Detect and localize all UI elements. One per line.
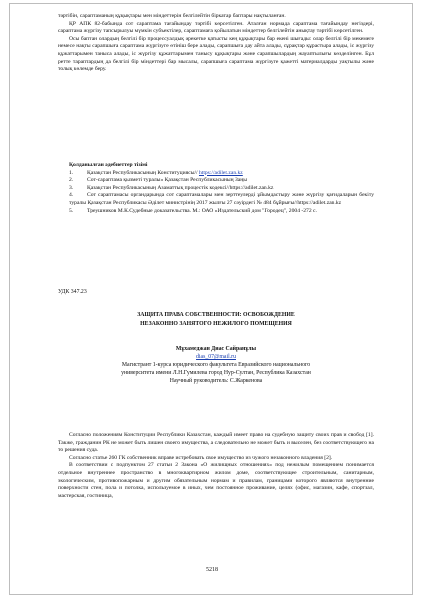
paragraph: Согласно положениям Конституции Республики Казахстан, каждый имеет право на судебную защиту своих прав и свобод [1]. Также, гражданин РК не может быть лишен своего имущества, а следовательно не может быть и выселен, без соответствующего на то решения суда. — [58, 432, 374, 454]
top-section — [58, 13, 374, 74]
reference-item — [58, 177, 374, 185]
author-email[interactable]: dias_07@mail.ru — [196, 354, 236, 360]
paragraph: Осы баптан олардың белгілі бір процессуалдық әрекетке қатысты кең құқықтары бар екені шығады: олар белгілі бір мекемеге немесе нақты сарапшыға сараптама жүргізуге өтініш бере алады, сарапшыға дау айта алады, сұрақтар құрастыра алады, іс жүргізу құжаттарымен таныса алады, іс жүргізу құжаттарымен танысу құқықтары және сарапшылардың жауаптылығы көзделінген. Бұл ретте тараптардың да белгілі бір міндеттері бар мысалы, сарапшыға сараптама жүргізуге қажетті материалдарды уақтылы және толық көлемде беру. — [58, 35, 374, 73]
references-section — [58, 162, 374, 215]
paragraph: В соответствии с подпунктом 27 статьи 2 Закона «О жилищных отношениях» под нежилым помещением понимается отдельное внутреннее пространство в многоквартирном жилом доме, соответствующее строительным, санитарным, экологическим, противопожарным и другим обязательным нормам и правилам, границами которого являются внутренние поверхности стен, пола и потолка, используемое в иных, чем постоянное проживание, целях (офис, магазин, кафе, спортзал, мастерская, гостиница, — [58, 462, 374, 499]
paragraph: Согласно статье 260 ГК собственник вправе истребовать свое имущество из чужого незаконного владения [2]. — [69, 454, 333, 461]
article-title-line: НЕЗАКОННО ЗАНЯТОГО НЕЖИЛОГО ПОМЕЩЕНИЯ — [140, 321, 292, 327]
reference-number: 2. — [69, 177, 74, 184]
references-heading: Қолданылған әдебиеттер тізімі — [69, 162, 148, 168]
paragraph: ҚР АПК 82-бабында сот сараптама тағайындау тәртібі көрсетілген. Аталған нормада сараптама тағайындау негіздері, сараптама жүргізу тапсырылуы мүмкін субъектілер, сараптамаға қойылатын міндеттер белгілейтін анықтау тәртібі көрсетілген. — [58, 20, 374, 35]
reference-link[interactable]: https://adilet.zan.kz — [198, 169, 243, 176]
reference-item — [58, 208, 374, 216]
reference-text: Сот-сараптама қызметі туралы» Қазақстан Республикасының Заңы — [87, 177, 248, 184]
reference-text: Қазақстан Республикасының Конституциясы// — [87, 169, 199, 176]
article-title-line: ЗАЩИТА ПРАВА СОБСТВЕННОСТИ: ОСВОБОЖДЕНИЕ — [137, 312, 295, 318]
author-block — [58, 345, 374, 385]
reference-number: 1. — [69, 169, 74, 176]
document-page — [9, 3, 413, 595]
reference-text: Сот сараптамасы органдарында сот сараптамалары мен зерттеулерді ұйымдастыру және жүргізу қағидаларын бекіту туралы Қазақстан Республикасы Әділет министрінің 2017 жылғы 27 сәуірдегі № 484 бұйрығы//https://adilet.zan.kz — [69, 192, 374, 206]
affiliation-line: университета имени Л.Н.Гумилева город Нур-Султан, Республика Казахстан — [121, 370, 311, 376]
reference-number: 4. — [69, 192, 74, 199]
page-number: 5218 — [206, 567, 218, 573]
udk-code: УДК 347.23 — [58, 289, 87, 295]
article-body — [58, 432, 374, 500]
reference-text: Треушников М.К.Судебные доказательства. М.: ОАО «Издательский дом "Городец", 2004 -272 с. — [87, 207, 317, 214]
reference-item — [58, 192, 374, 207]
paragraph: тәртібін, сараптаманың құқықтары мен міндеттерін белгілейтін біркатар баптары нақтыланған. — [58, 13, 286, 19]
supervisor: Научный руководитель: С.Жаркенова — [169, 378, 263, 384]
reference-number: 3. — [69, 184, 74, 191]
reference-number: 5. — [69, 207, 74, 214]
reference-text: Қазақстан Республикасының Азаматтық процестік кодексі//https://adilet.zan.kz — [87, 184, 274, 191]
author-name: Мұхамеджан Диас Сайранұлы — [175, 346, 257, 352]
affiliation-line: Магистрант 1-курса юридического факультета Евразийского национального — [121, 362, 311, 368]
article-title — [58, 311, 374, 329]
